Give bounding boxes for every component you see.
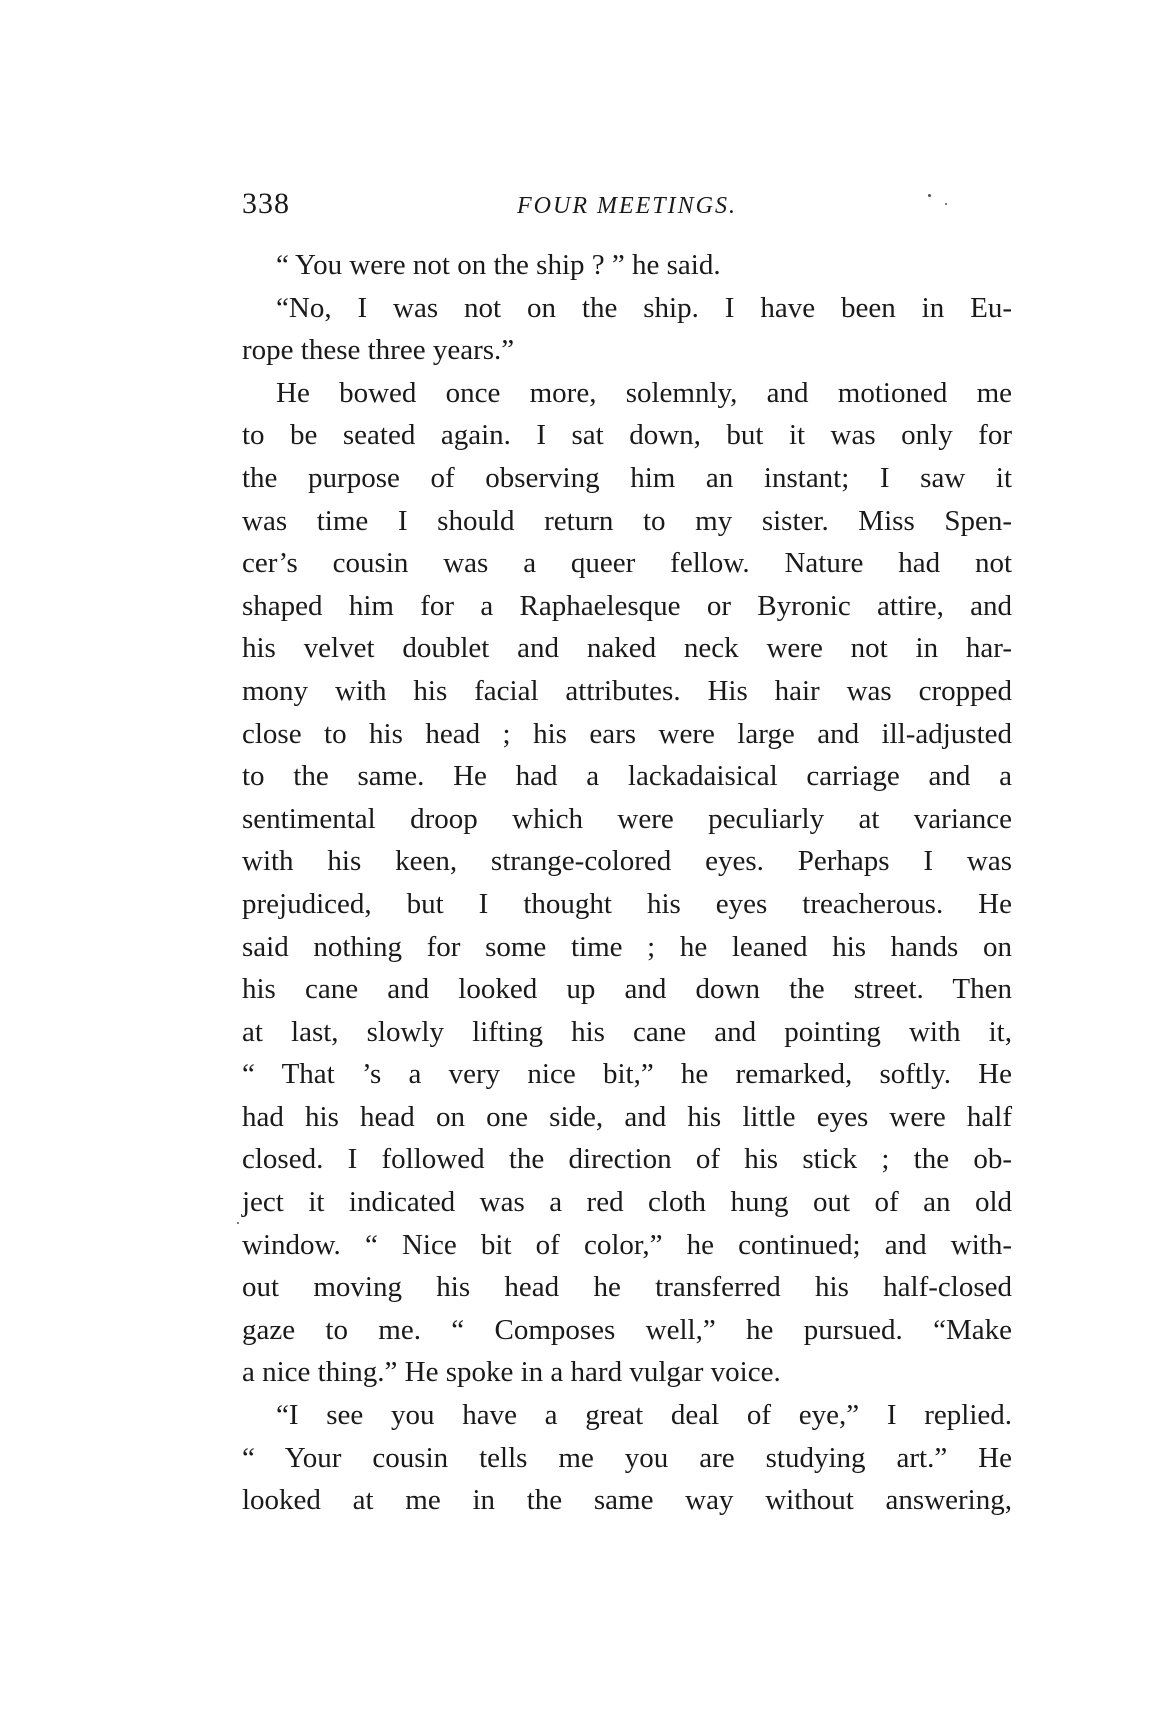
text-line: He bowed once more, solemnly, and motioned me (276, 376, 1012, 409)
text-line: the purpose of observing him an instant; I saw it (242, 461, 1012, 494)
text-line: cer’s cousin was a queer fellow. Nature had not (242, 547, 1012, 580)
text-line: with his keen, strange-colored eyes. Perhaps I was (242, 845, 1012, 878)
text-line: “I see you have a great deal of eye,” I replied. (276, 1399, 1012, 1432)
text-line: gaze to me. “ Composes well,” he pursued. “Make (242, 1313, 1012, 1346)
text-line: to the same. He had a lackadaisical carriage and a (242, 760, 1012, 793)
text-line: said nothing for some time ; he leaned his hands on (242, 930, 1012, 963)
text-line: prejudiced, but I thought his eyes treacherous. He (242, 887, 1012, 920)
body-text (242, 244, 1012, 1522)
running-title: FOUR MEETINGS. (517, 193, 737, 219)
text-line: close to his head ; his ears were large and ill-adjusted (242, 717, 1012, 750)
text-line: window. “ Nice bit of color,” he continued; and with- (242, 1228, 1012, 1261)
text-line: shaped him for a Raphaelesque or Byronic attire, and (242, 589, 1012, 622)
text-line: sentimental droop which were peculiarly at variance (242, 802, 1012, 835)
text-line: closed. I followed the direction of his stick ; the ob- (242, 1143, 1012, 1176)
text-line: his velvet doublet and naked neck were not in har- (242, 632, 1012, 665)
text-line: to be seated again. I sat down, but it was only for (242, 419, 1012, 452)
print-speck (945, 203, 947, 205)
text-line: at last, slowly lifting his cane and pointing with it, (242, 1015, 1012, 1048)
text-line: ject it indicated was a red cloth hung out of an old (242, 1186, 1012, 1219)
text-line: “No, I was not on the ship. I have been in Eu- (276, 291, 1012, 324)
paragraph (242, 244, 1012, 287)
text-line: “ You were not on the ship ? ” he said. (276, 249, 721, 281)
text-line: rope these three years.” (242, 334, 515, 367)
text-line: a nice thing.” He spoke in a hard vulgar voice. (242, 1356, 781, 1389)
text-line: was time I should return to my sister. Miss Spen- (242, 504, 1012, 537)
text-line: had his head on one side, and his little eyes were half (242, 1100, 1012, 1133)
text-line: “ Your cousin tells me you are studying art.” He (242, 1441, 1012, 1474)
running-head (242, 184, 1012, 224)
paragraph (242, 372, 1012, 1394)
text-line: looked at me in the same way without answering, (242, 1484, 1012, 1517)
page-number: 338 (242, 187, 290, 220)
text-line: “ That ’s a very nice bit,” he remarked, softly. He (242, 1058, 1012, 1091)
text-line: mony with his facial attributes. His hair was cropped (242, 674, 1012, 707)
paragraph (242, 287, 1012, 372)
text-line: his cane and looked up and down the street. Then (242, 973, 1012, 1006)
paragraph (242, 1394, 1012, 1522)
text-line: out moving his head he transferred his half-closed (242, 1271, 1012, 1304)
print-speck (237, 1222, 239, 1224)
print-speck (928, 194, 931, 197)
